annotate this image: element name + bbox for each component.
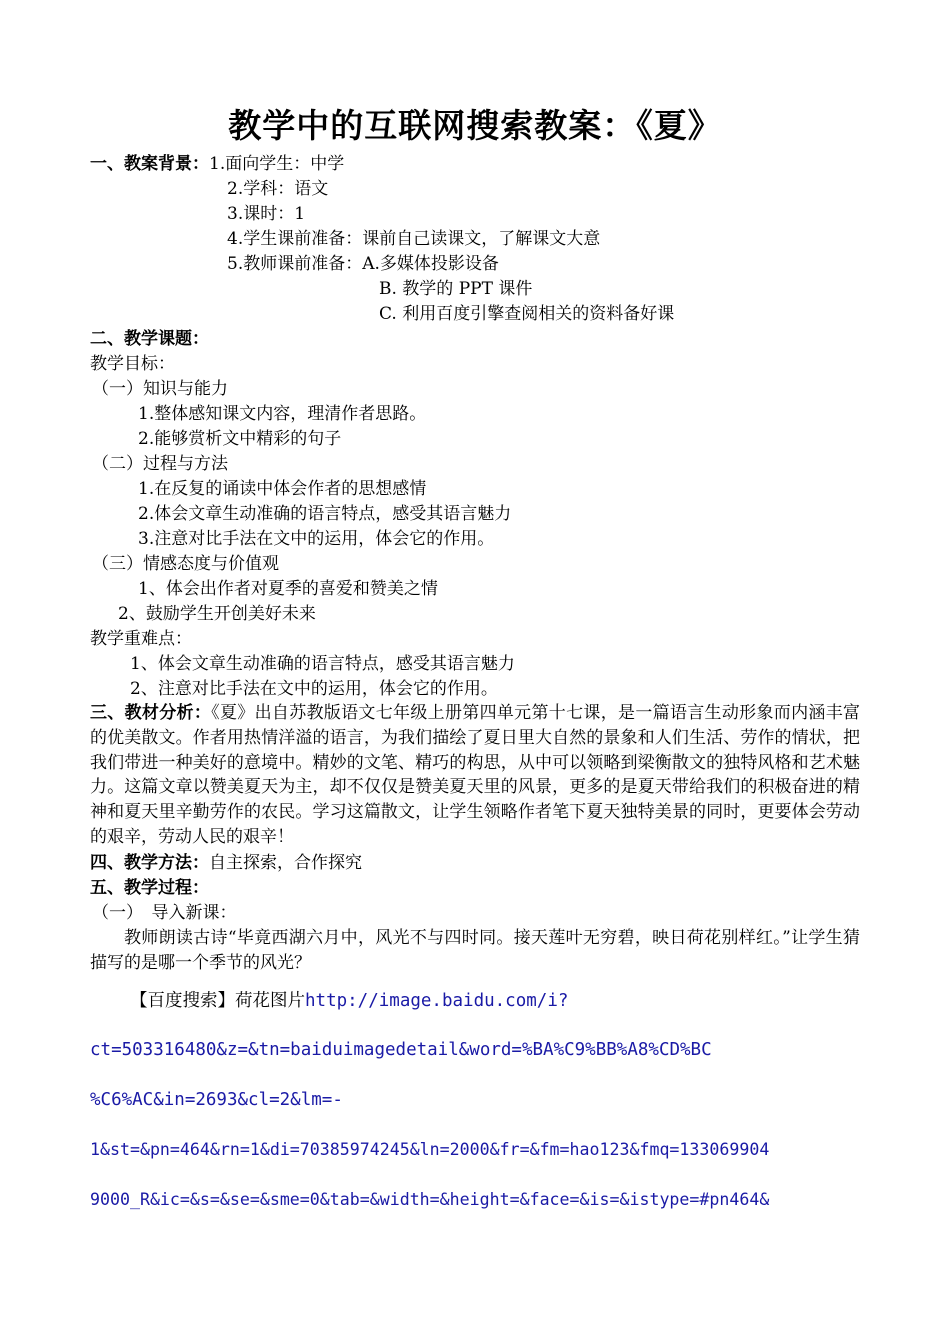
goal-c-1: 1、体会出作者对夏季的喜爱和赞美之情 bbox=[138, 579, 438, 599]
section-1-heading: 一、教案背景： bbox=[90, 154, 209, 174]
teacher-prep-c: C. 利用百度引擎查阅相关的资料备好课 bbox=[379, 304, 675, 324]
section-4-heading: 四、教学方法： bbox=[90, 853, 209, 873]
goal-b-1: 1.在反复的诵读中体会作者的思想感情 bbox=[138, 479, 427, 499]
search-link-part-4[interactable]: 1&st=&pn=464&rn=1&di=70385974245&ln=2000&fr=&fm=hao123&fmq=133069904 bbox=[90, 1140, 770, 1159]
hours-line: 3.课时：1 bbox=[227, 204, 306, 224]
section-4-line bbox=[90, 851, 362, 875]
key-point-1: 1、体会文章生动准确的语言特点，感受其语言魅力 bbox=[130, 654, 515, 674]
section-3-heading: 三、教材分析： bbox=[90, 703, 212, 723]
goal-a-2: 2.能够赏析文中精彩的句子 bbox=[138, 429, 342, 449]
material-analysis-text: 《夏》出自苏教版语文七年级上册第四单元第十七课，是一篇语言生动形象而内涵丰富的优美散文。作者用热情洋溢的语言，为我们描绘了夏日里大自然的景象和人们生活、劳作的情状，把我们带进一种美好的意境中。精妙的文笔、精巧的构思，从中可以领略到梁衡散文的独特风格和艺术魅力。这篇文章以赞美夏天为主，却不仅仅是赞美夏天里的风景，更多的是夏天带给我们的积极奋进的精神和夏天里辛勤劳作的农民。学习这篇散文，让学生领略作者笔下夏天独特美景的同时，更要体会劳动的艰辛，劳动人民的艰辛！ bbox=[90, 703, 861, 847]
goal-a-heading: （一）知识与能力 bbox=[92, 379, 228, 399]
search-link-part-3[interactable]: %C6%AC&in=2693&cl=2&lm=- bbox=[90, 1090, 343, 1110]
material-analysis bbox=[90, 701, 860, 850]
intro-paragraph: 教师朗读古诗“毕竟西湖六月中，风光不与四时同。接天莲叶无穷碧，映日荷花别样红。”让学生猜描写的是哪一个季节的风光？ bbox=[90, 928, 860, 973]
goal-a-1: 1.整体感知课文内容，理清作者思路。 bbox=[138, 404, 427, 424]
goal-c-2: 2、鼓励学生开创美好未来 bbox=[118, 604, 316, 624]
document-title: 教学中的互联网搜索教案：《夏》 bbox=[228, 106, 722, 145]
search-link-part-2[interactable]: ct=503316480&z=&tn=baiduimagedetail&word=%BA%C9%BB%A8%CD%BC bbox=[90, 1040, 712, 1060]
goal-b-3: 3.注意对比手法在文中的运用，体会它的作用。 bbox=[138, 529, 495, 549]
baidu-search-line bbox=[130, 989, 568, 1013]
teacher-prep-b: B. 教学的 PPT 课件 bbox=[379, 279, 533, 299]
step-1-heading: （一） 导入新课： bbox=[92, 903, 237, 923]
goal-c-heading: （三）情感态度与价值观 bbox=[92, 554, 279, 574]
key-points-label: 教学重难点： bbox=[90, 629, 192, 649]
teaching-method-text: 自主探索，合作探究 bbox=[209, 853, 362, 873]
search-link-part-5[interactable]: 9000_R&ic=&s=&se=&sme=0&tab=&width=&height=&face=&is=&istype=#pn464& bbox=[90, 1190, 770, 1209]
search-link-part-1[interactable]: http://image.baidu.com/i? bbox=[305, 991, 569, 1011]
goal-b-2: 2.体会文章生动准确的语言特点，感受其语言魅力 bbox=[138, 504, 512, 524]
section-1-line-1 bbox=[90, 152, 344, 176]
subject-line: 2.学科：语文 bbox=[227, 179, 329, 199]
goal-b-heading: （二）过程与方法 bbox=[92, 454, 228, 474]
audience-line: 1.面向学生：中学 bbox=[209, 154, 345, 174]
section-5-heading: 五、教学过程： bbox=[90, 878, 209, 898]
student-prep-line: 4.学生课前准备：课前自己读课文，了解课文大意 bbox=[227, 229, 601, 249]
key-point-2: 2、注意对比手法在文中的运用，体会它的作用。 bbox=[130, 679, 498, 699]
section-2-heading: 二、教学课题： bbox=[90, 329, 209, 349]
teacher-prep-line: 5.教师课前准备：A.多媒体投影设备 bbox=[227, 254, 499, 274]
search-label: 【百度搜索】荷花图片 bbox=[130, 991, 305, 1011]
goals-label: 教学目标： bbox=[90, 354, 175, 374]
